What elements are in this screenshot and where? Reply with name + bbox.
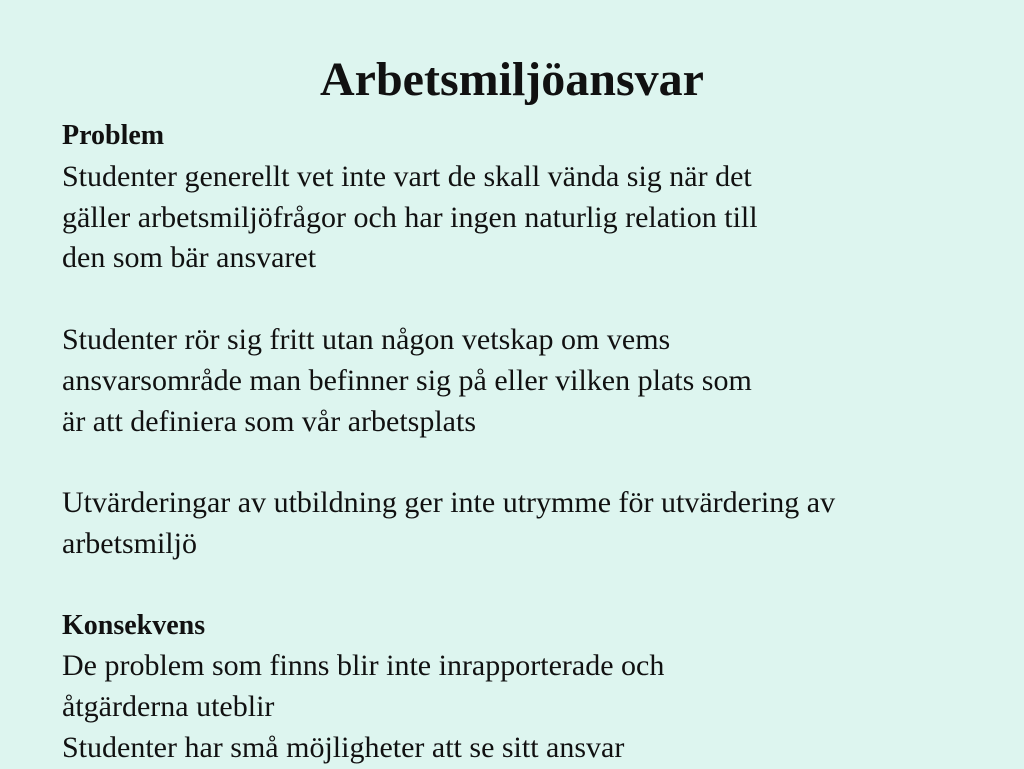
konsekvens-heading: Konsekvens	[62, 609, 206, 641]
problem-p3-line1: Utvärderingar av utbildning ger inte utrymme för utvärdering av	[62, 486, 836, 520]
problem-p1-line1: Studenter generellt vet inte vart de skall vända sig när det	[62, 159, 752, 193]
paragraph-spacer	[62, 279, 962, 320]
problem-p2-line1: Studenter rör sig fritt utan någon vetskap om vems	[62, 322, 671, 356]
konsekvens-line1: De problem som finns blir inte inrapporterade och	[62, 649, 665, 683]
problem-p2-line2: ansvarsområde man befinner sig på eller vilken plats som	[62, 363, 752, 397]
problem-p2-line3: är att definiera som vår arbetsplats	[62, 404, 476, 438]
konsekvens-line3: Studenter har små möjligheter att se sitt ansvar	[62, 730, 625, 764]
problem-p1-line3: den som bär ansvaret	[62, 241, 317, 275]
problem-p1-line2: gäller arbetsmiljöfrågor och har ingen naturlig relation till	[62, 200, 758, 234]
problem-p3-line2: arbetsmiljö	[62, 526, 197, 560]
paragraph-spacer	[62, 442, 962, 483]
paragraph-spacer	[62, 565, 962, 606]
problem-heading: Problem	[62, 120, 165, 151]
slide-title: Arbetsmiljöansvar	[320, 53, 704, 106]
slide-body	[62, 116, 962, 769]
konsekvens-line2: åtgärderna uteblir	[62, 690, 275, 724]
